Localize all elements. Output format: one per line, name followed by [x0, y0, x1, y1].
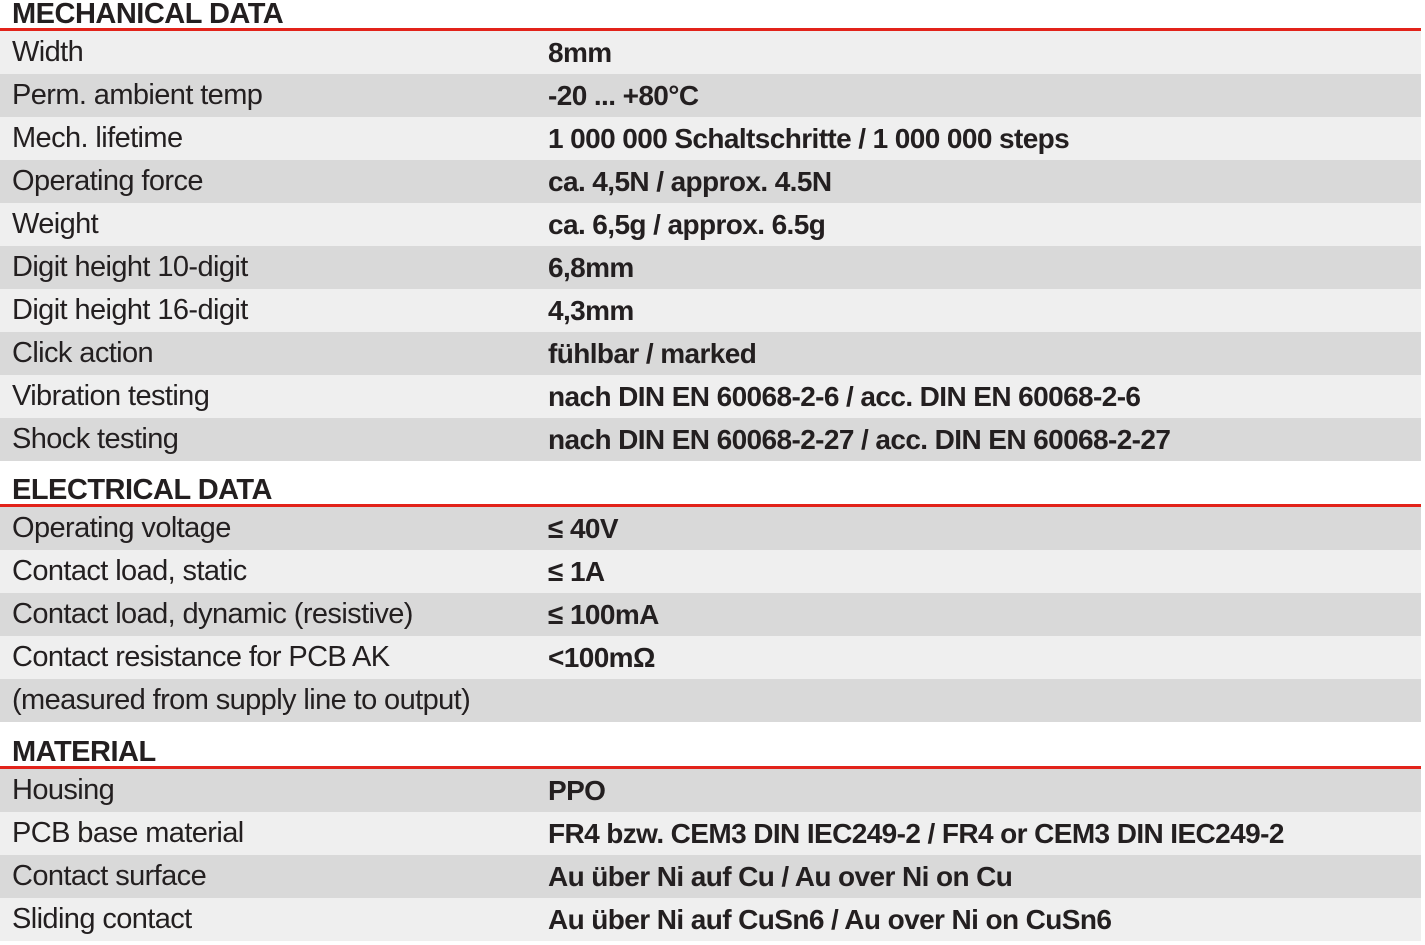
row-label: Mech. lifetime [12, 122, 183, 154]
section-title-mechanical: MECHANICAL DATA [0, 0, 1421, 31]
row-label: Operating voltage [12, 512, 231, 544]
table-row [0, 418, 1421, 461]
row-label: Operating force [12, 165, 203, 197]
table-row [0, 289, 1421, 332]
row-value: ≤ 1A [548, 556, 605, 587]
table-row [0, 246, 1421, 289]
electrical-data-section [0, 476, 1421, 722]
row-value: <100mΩ [548, 642, 655, 673]
mechanical-data-section [0, 0, 1421, 461]
row-value: Au über Ni auf CuSn6 / Au over Ni on CuSn6 [548, 904, 1112, 935]
row-value: PPO [548, 775, 606, 806]
row-label: Weight [12, 208, 99, 240]
table-row [0, 898, 1421, 941]
row-label: Digit height 16-digit [12, 294, 248, 326]
row-label: Vibration testing [12, 380, 210, 412]
table-row [0, 74, 1421, 117]
section-title-electrical: ELECTRICAL DATA [0, 476, 1421, 507]
row-label: Contact load, static [12, 555, 247, 587]
material-section [0, 738, 1421, 941]
row-value: ca. 6,5g / approx. 6.5g [548, 209, 826, 240]
row-label: Contact surface [12, 860, 207, 892]
table-row [0, 117, 1421, 160]
row-value: Au über Ni auf Cu / Au over Ni on Cu [548, 861, 1013, 892]
table-row [0, 636, 1421, 679]
table-row [0, 769, 1421, 812]
row-value: fühlbar / marked [548, 338, 757, 369]
row-label: Contact load, dynamic (resistive) [12, 598, 413, 630]
row-label: Perm. ambient temp [12, 79, 263, 111]
row-value: 1 000 000 Schaltschritte / 1 000 000 steps [548, 123, 1070, 154]
table-row [0, 812, 1421, 855]
row-value: 6,8mm [548, 252, 634, 283]
row-value: nach DIN EN 60068-2-6 / acc. DIN EN 60068-2-6 [548, 381, 1141, 412]
row-label: PCB base material [12, 817, 244, 849]
row-value: ca. 4,5N / approx. 4.5N [548, 166, 832, 197]
row-value: 8mm [548, 37, 612, 68]
table-row [0, 507, 1421, 550]
row-value: FR4 bzw. CEM3 DIN IEC249-2 / FR4 or CEM3 DIN IEC249-2 [548, 818, 1284, 849]
table-row [0, 679, 1421, 722]
row-label: Contact resistance for PCB AK [12, 641, 390, 673]
row-value: ≤ 100mA [548, 599, 659, 630]
row-label: Housing [12, 774, 115, 806]
table-row [0, 31, 1421, 74]
row-value: 4,3mm [548, 295, 634, 326]
row-label: Shock testing [12, 423, 179, 455]
table-row [0, 550, 1421, 593]
row-label: Click action [12, 337, 154, 369]
row-value: -20 ... +80°C [548, 80, 699, 111]
row-label: Width [12, 36, 84, 68]
table-row [0, 160, 1421, 203]
row-value: ≤ 40V [548, 513, 618, 544]
row-label: (measured from supply line to output) [12, 684, 471, 716]
row-label: Digit height 10-digit [12, 251, 248, 283]
table-row [0, 593, 1421, 636]
table-row [0, 203, 1421, 246]
table-row [0, 332, 1421, 375]
table-row [0, 375, 1421, 418]
section-title-material: MATERIAL [0, 738, 1421, 769]
row-value: nach DIN EN 60068-2-27 / acc. DIN EN 60068-2-27 [548, 424, 1171, 455]
table-row [0, 855, 1421, 898]
row-label: Sliding contact [12, 903, 192, 935]
